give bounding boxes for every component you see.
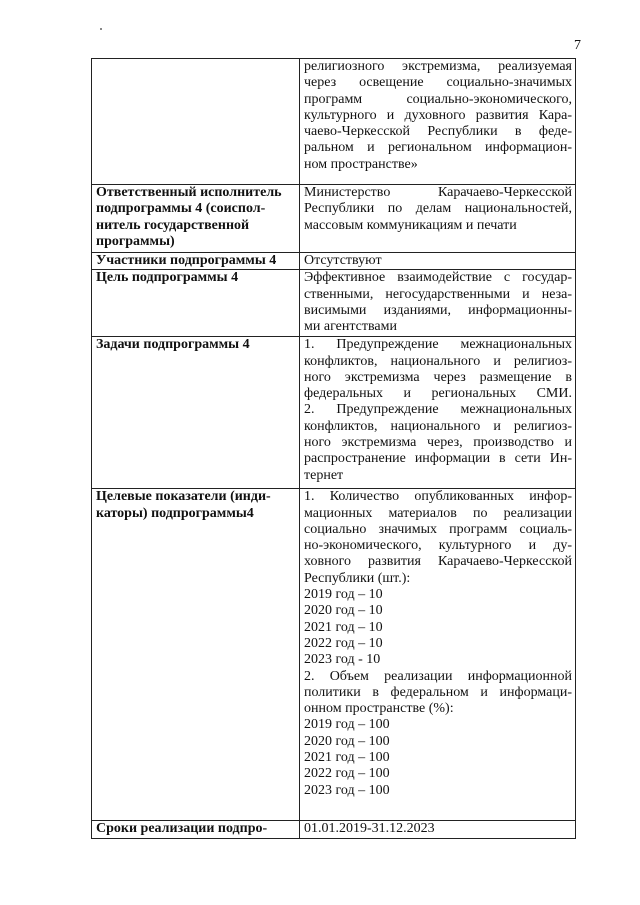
row-value-line: 2023 год - 10 bbox=[304, 652, 381, 668]
row-value-cell bbox=[300, 821, 576, 838]
row-value-line: конфликтов, национального и религиоз- bbox=[304, 418, 572, 434]
table-row bbox=[92, 253, 576, 270]
row-value-cell bbox=[300, 489, 576, 821]
row-label-cell bbox=[92, 489, 300, 821]
row-value-line: тернет bbox=[304, 467, 344, 483]
row-label-line: нитель государственной bbox=[96, 217, 250, 233]
row-value-line: социально значимых программ социаль- bbox=[304, 521, 572, 537]
table-row bbox=[92, 337, 576, 489]
row-value-line: Эффективное взаимодействие с государ- bbox=[304, 270, 572, 286]
row-value-line: политики в федеральном и информаци- bbox=[304, 684, 572, 700]
row-value-line: мационных материалов по реализации bbox=[304, 505, 572, 521]
row-value-line: но-экономического, культурного и ду- bbox=[304, 538, 572, 554]
row-value-cell bbox=[300, 59, 576, 185]
row-value-line: 2022 год – 100 bbox=[304, 766, 390, 782]
row-value-line: 2023 год – 100 bbox=[304, 782, 390, 798]
table-row bbox=[92, 59, 576, 185]
row-label-line: Участники подпрограммы 4 bbox=[96, 253, 277, 268]
row-value-line: программ социально-экономического, bbox=[304, 91, 572, 107]
row-value-line: 1. Количество опубликованных инфор- bbox=[304, 489, 572, 505]
row-value-line: Республики по делам национальностей, bbox=[304, 201, 572, 217]
table-row bbox=[92, 821, 576, 838]
row-value-line: Республики (шт.): bbox=[304, 570, 411, 586]
page-number: 7 bbox=[574, 38, 581, 53]
row-label-cell bbox=[92, 270, 300, 337]
row-value-line: Отсутствуют bbox=[304, 253, 382, 268]
row-value-line: ральном и региональном информацион- bbox=[304, 140, 572, 156]
row-value-line: ми агентствами bbox=[304, 319, 397, 335]
row-value-line: 2020 год – 100 bbox=[304, 733, 390, 749]
table-row bbox=[92, 489, 576, 821]
row-label-line: Целевые показатели (инди- bbox=[96, 489, 271, 505]
row-value-line: 2020 год – 10 bbox=[304, 603, 383, 619]
row-value-line: конфликтов, национального и религиоз- bbox=[304, 353, 572, 369]
row-label-cell bbox=[92, 185, 300, 253]
row-label-line: Ответственный исполнитель bbox=[96, 185, 282, 200]
row-value-line: культурного и духовного развития Кара- bbox=[304, 107, 572, 123]
row-value-cell bbox=[300, 337, 576, 489]
row-value-line: висимыми изданиями, информационны- bbox=[304, 302, 572, 318]
row-value-line: 2019 год – 100 bbox=[304, 717, 390, 733]
row-value-cell bbox=[300, 185, 576, 253]
row-value-line: чаево-Черкесской Республики в феде- bbox=[304, 124, 572, 140]
row-label-line: Сроки реализации подпро- bbox=[96, 821, 268, 837]
row-value-line: массовым коммуникациям и печати bbox=[304, 217, 517, 233]
row-value-line: распространение информации в сети Ин- bbox=[304, 451, 572, 467]
row-value-line: ного экстремизма через, производство и bbox=[304, 435, 572, 451]
row-value-line: онном пространстве (%): bbox=[304, 701, 454, 717]
row-label-cell bbox=[92, 821, 300, 838]
row-value-line: 2. Предупреждение межнациональных bbox=[304, 402, 572, 418]
row-label-line: Задачи подпрограммы 4 bbox=[96, 337, 250, 353]
row-label-line: каторы) подпрограммы4 bbox=[96, 505, 254, 521]
row-value-line: Министерство Карачаево-Черкесской bbox=[304, 185, 572, 200]
row-value-line: 2021 год – 10 bbox=[304, 619, 383, 635]
row-value-line: 2. Объем реализации информационной bbox=[304, 668, 572, 684]
row-value-line: ного экстремизма через размещение в bbox=[304, 369, 572, 385]
row-value-line: 2021 год – 100 bbox=[304, 750, 390, 766]
row-value-line: 01.01.2019-31.12.2023 bbox=[304, 821, 435, 837]
row-label-line: Цель подпрограммы 4 bbox=[96, 270, 239, 286]
row-label-line: программы) bbox=[96, 233, 175, 249]
row-value-line: 2022 год – 10 bbox=[304, 635, 383, 651]
row-value-line: религиозного экстремизма, реализуемая bbox=[304, 59, 572, 74]
row-label-line: подпрограммы 4 (соиспол- bbox=[96, 201, 266, 217]
row-value-line: через освещение социально-значимых bbox=[304, 75, 572, 91]
row-value-line: ственными, негосударственными и неза- bbox=[304, 286, 572, 302]
table-row bbox=[92, 185, 576, 253]
scan-speck bbox=[100, 28, 102, 30]
row-value-cell bbox=[300, 270, 576, 337]
row-value-line: федеральных и региональных СМИ. bbox=[304, 386, 572, 402]
row-value-line: 2019 год – 10 bbox=[304, 587, 383, 603]
subprogram-passport-table bbox=[91, 58, 576, 839]
row-value-line: 1. Предупреждение межнациональных bbox=[304, 337, 572, 353]
row-label-cell bbox=[92, 59, 300, 185]
row-label-cell bbox=[92, 253, 300, 270]
row-value-cell bbox=[300, 253, 576, 270]
row-value-line: ховного развития Карачаево-Черкесской bbox=[304, 554, 572, 570]
row-label-cell bbox=[92, 337, 300, 489]
row-value-line: ном пространстве» bbox=[304, 156, 418, 172]
table-row bbox=[92, 270, 576, 337]
